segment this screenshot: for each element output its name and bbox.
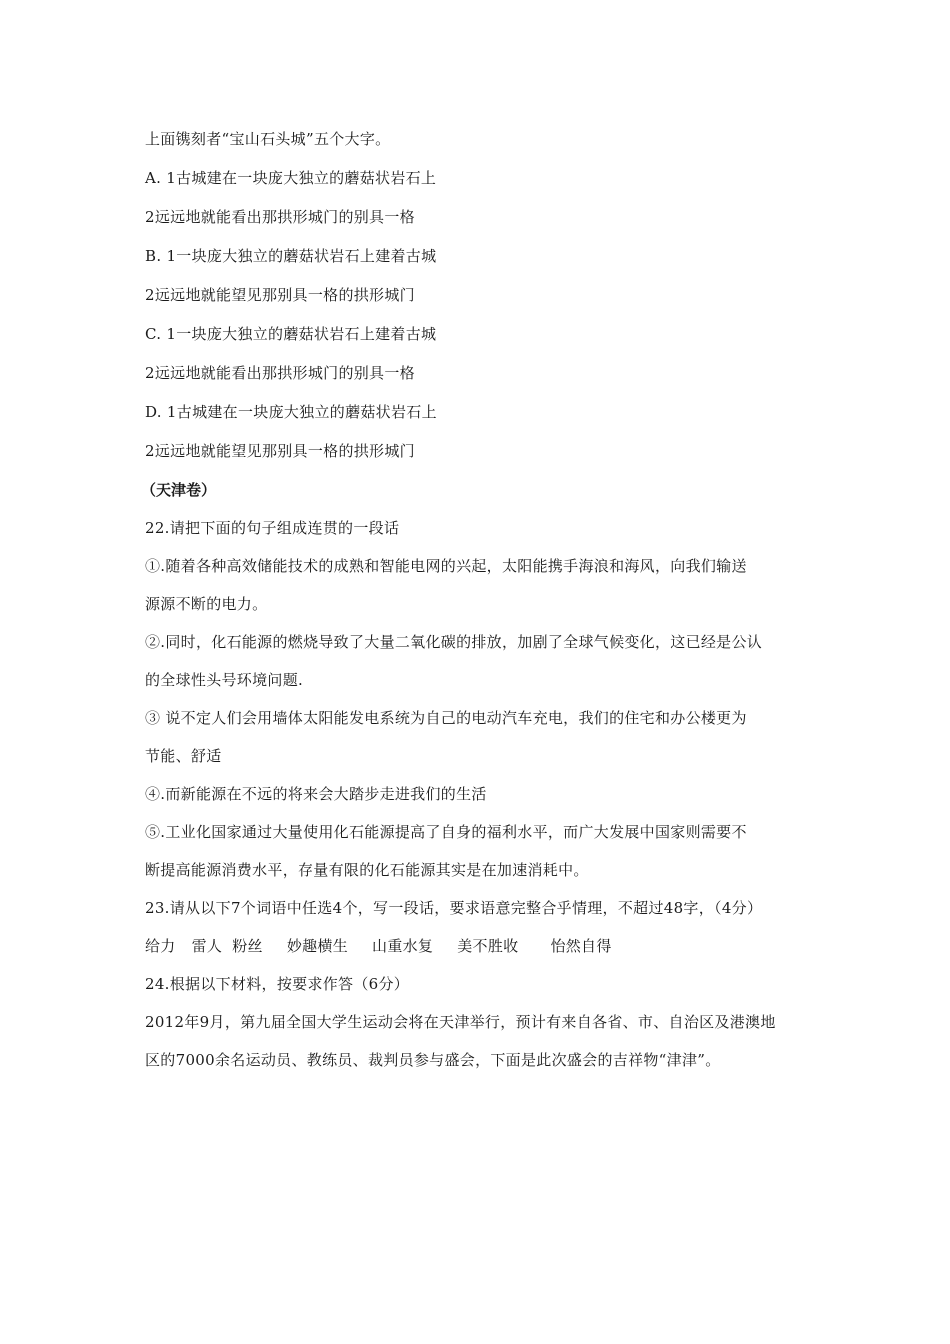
question-24: 24.根据以下材料，按要求作答（6分） (145, 975, 410, 993)
sentence-3-line-1: ③ 说不定人们会用墙体太阳能发电系统为自己的电动汽车充电，我们的住宅和办公楼更为 (145, 709, 747, 727)
question-23: 23.请从以下7个词语中任选4个，写一段话，要求语意完整合乎情理，不超过48字，（4分） (145, 899, 763, 917)
option-a-line-2: 2远远地就能看出那拱形城门的别具一格 (145, 208, 415, 226)
word-item: 雷人 (191, 937, 223, 955)
word-list (145, 927, 815, 965)
option-d-line-1: D. 1古城建在一块庞大独立的蘑菇状岩石上 (145, 403, 437, 421)
option-c-line-1: C. 1一块庞大独立的蘑菇状岩石上建着古城 (145, 325, 437, 343)
section-heading: （天津卷） (141, 481, 217, 499)
material-line-2: 区的7000余名运动员、教练员、裁判员参与盛会，下面是此次盛会的吉祥物“津津”。 (145, 1051, 721, 1069)
option-b-line-2: 2远远地就能望见那别具一格的拱形城门 (145, 286, 415, 304)
word-item: 怡然自得 (550, 937, 612, 955)
word-item: 美不胜收 (457, 937, 519, 955)
option-c-line-2: 2远远地就能看出那拱形城门的别具一格 (145, 364, 415, 382)
question-22: 22.请把下面的句子组成连贯的一段话 (145, 519, 400, 537)
option-b-line-1: B. 1一块庞大独立的蘑菇状岩石上建着古城 (145, 247, 437, 265)
word-item: 山重水复 (372, 937, 434, 955)
sentence-2-line-2: 的全球性头号环境问题. (145, 671, 304, 689)
sentence-1-line-1: ①.随着各种高效储能技术的成熟和智能电网的兴起，太阳能携手海浪和海风，向我们输送 (145, 557, 747, 575)
sentence-1-line-2: 源源不断的电力。 (145, 595, 268, 613)
option-d-line-2: 2远远地就能望见那别具一格的拱形城门 (145, 442, 415, 460)
document-page (141, 120, 815, 1079)
text-line: 上面镌刻者“宝山石头城”五个大字。 (145, 130, 391, 148)
sentence-2-line-1: ②.同时，化石能源的燃烧导致了大量二氧化碳的排放，加剧了全球气候变化，这已经是公认 (145, 633, 763, 651)
word-item: 给力 (145, 937, 176, 955)
sentence-3-line-2: 节能、舒适 (145, 747, 222, 765)
option-a-line-1: A. 1古城建在一块庞大独立的蘑菇状岩石上 (145, 169, 437, 187)
sentence-5-line-2: 断提高能源消费水平，存量有限的化石能源其实是在加速消耗中。 (145, 861, 589, 879)
word-item: 粉丝 (232, 937, 263, 955)
sentence-4: ④.而新能源在不远的将来会大踏步走进我们的生活 (145, 785, 487, 803)
word-item: 妙趣横生 (286, 937, 349, 955)
material-line-1: 2012年9月，第九届全国大学生运动会将在天津举行，预计有来自各省、市、自治区及港澳地 (145, 1013, 776, 1031)
sentence-5-line-1: ⑤.工业化国家通过大量使用化石能源提高了自身的福利水平，而广大发展中国家则需要不 (145, 823, 747, 841)
